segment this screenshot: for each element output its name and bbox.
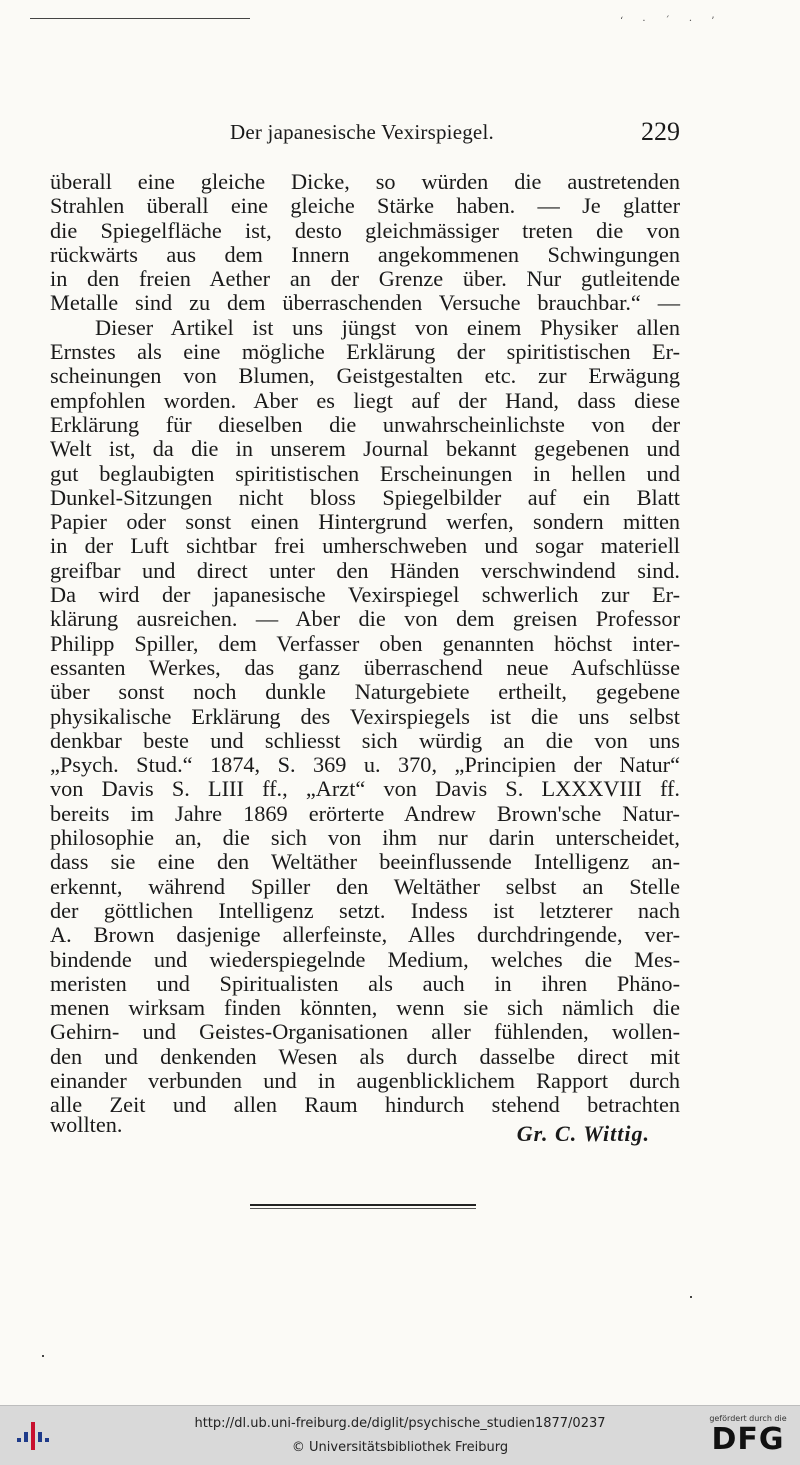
text-line: denkbar beste und schliesst sich würdig an die von uns	[50, 727, 680, 753]
body-text	[50, 169, 680, 1146]
text-line: den und denkenden Wesen als durch dasselbe direct mit	[50, 1043, 680, 1069]
text-line: der göttlichen Intelligenz setzt. Indess ist letzterer nach	[50, 897, 680, 923]
text-line: in der Luft sichtbar frei umherschweben und sogar materiell	[50, 533, 680, 559]
section-divider-thin	[250, 1208, 476, 1209]
text-line: Strahlen überall eine gleiche Stärke haben. — Je glatter	[50, 193, 680, 219]
section-divider	[250, 1204, 476, 1206]
text-line: Ernstes als eine mögliche Erklärung der spiritistischen Er-	[50, 339, 680, 365]
dfg-logo	[704, 1414, 792, 1460]
scan-artifact-rule	[30, 18, 250, 19]
text-line: bereits im Jahre 1869 erörterte Andrew Brown'sche Natur-	[50, 800, 680, 826]
scan-artifact-specks: ‘ · ´ · ’	[620, 16, 723, 27]
text-line: Philipp Spiller, dem Verfasser oben genannten höchst inter-	[50, 630, 680, 656]
text-line: essanten Werkes, das ganz überraschend neue Aufschlüsse	[50, 654, 680, 680]
closing-row	[50, 1111, 680, 1146]
text-line: greifbar und direct unter den Händen verschwindend sind.	[50, 557, 680, 583]
page-header	[50, 117, 680, 150]
text-line: überall eine gleiche Dicke, so würden die austretenden	[50, 169, 680, 194]
text-line: über sonst noch dunkle Naturgebiete ertheilt, gegebene	[50, 679, 680, 705]
text-line: Gehirn- und Geistes-Organisationen aller fühlenden, wollen-	[50, 1019, 680, 1045]
text-line: klärung ausreichen. — Aber die von dem greisen Professor	[50, 606, 680, 632]
dfg-mark: DFG	[711, 1422, 785, 1457]
text-line: Papier oder sonst einen Hintergrund werfen, sondern mitten	[50, 509, 680, 535]
scan-artifact-dot	[42, 1355, 44, 1357]
page-number: 229	[641, 117, 680, 146]
text-line: erkennt, während Spiller den Weltäther selbst an Stelle	[50, 873, 680, 899]
text-line: in den freien Aether an der Grenze über. Nur gutleitende	[50, 266, 680, 292]
text-line: alle Zeit und allen Raum hindurch stehend betrachten	[50, 1092, 680, 1118]
text-line: die Spiegelfläche ist, desto gleichmässiger treten die von	[50, 217, 680, 243]
text-line: dass sie eine den Weltäther beeinflussende Intelligenz an-	[50, 849, 680, 875]
text-line: philosophie an, die sich von ihm nur darin unterscheidet,	[50, 825, 680, 851]
text-line: rückwärts aus dem Innern angekommenen Schwingungen	[50, 241, 680, 267]
text-line: Erklärung für dieselben die unwahrscheinlichste von der	[50, 411, 680, 437]
permalink-url[interactable]: http://dl.ub.uni-freiburg.de/diglit/psychische_studien1877/0237	[194, 1416, 606, 1431]
text-line: Metalle sind zu dem überraschenden Versuche brauchbar.“ —	[50, 290, 680, 316]
text-line: Welt ist, da die in unserem Journal bekannt gegebenen und	[50, 436, 680, 462]
text-line: menen wirksam finden könnten, wenn sie sich nämlich die	[50, 995, 680, 1021]
text-line: A. Brown dasjenige allerfeinste, Alles durchdringende, ver-	[50, 922, 680, 948]
text-line: einander verbunden und in augenblicklichem Rapport durch	[50, 1067, 680, 1093]
dfg-caption: gefördert durch die	[709, 1414, 787, 1423]
text-line: gut beglaubigten spiritistischen Erscheinungen in hellen und	[50, 460, 680, 486]
text-line: scheinungen von Blumen, Geistgestalten etc. zur Erwägung	[50, 363, 680, 389]
scan-artifact-dot	[690, 1296, 692, 1298]
paragraph-start-line: Dieser Artikel ist uns jüngst von einem Physiker allen	[95, 314, 680, 340]
author-signature: Gr. C. Wittig.	[516, 1120, 650, 1146]
text-line: Da wird der japanesische Vexirspiegel schwerlich zur Er-	[50, 582, 680, 608]
closing-word: wollten.	[50, 1111, 123, 1137]
copyright-credit: © Universitätsbibliothek Freiburg	[291, 1440, 509, 1455]
text-line: meristen und Spiritualisten als auch in ihren Phäno-	[50, 970, 680, 996]
text-line: „Psych. Stud.“ 1874, S. 369 u. 370, „Principien der Natur“	[50, 752, 680, 778]
text-line: empfohlen worden. Aber es liegt auf der Hand, dass diese	[50, 387, 680, 413]
text-line: von Davis S. LIII ff., „Arzt“ von Davis S. LXXXVIII ff.	[50, 776, 680, 802]
text-line: physikalische Erklärung des Vexirspiegels ist die uns selbst	[50, 703, 680, 729]
viewer-footer-bar	[0, 1405, 800, 1465]
text-line: bindende und wiederspiegelnde Medium, welches die Mes-	[50, 946, 680, 972]
text-line: Dunkel-Sitzungen nicht bloss Spiegelbilder auf ein Blatt	[50, 484, 680, 510]
running-title: Der japanesische Vexirspiegel.	[230, 120, 494, 144]
